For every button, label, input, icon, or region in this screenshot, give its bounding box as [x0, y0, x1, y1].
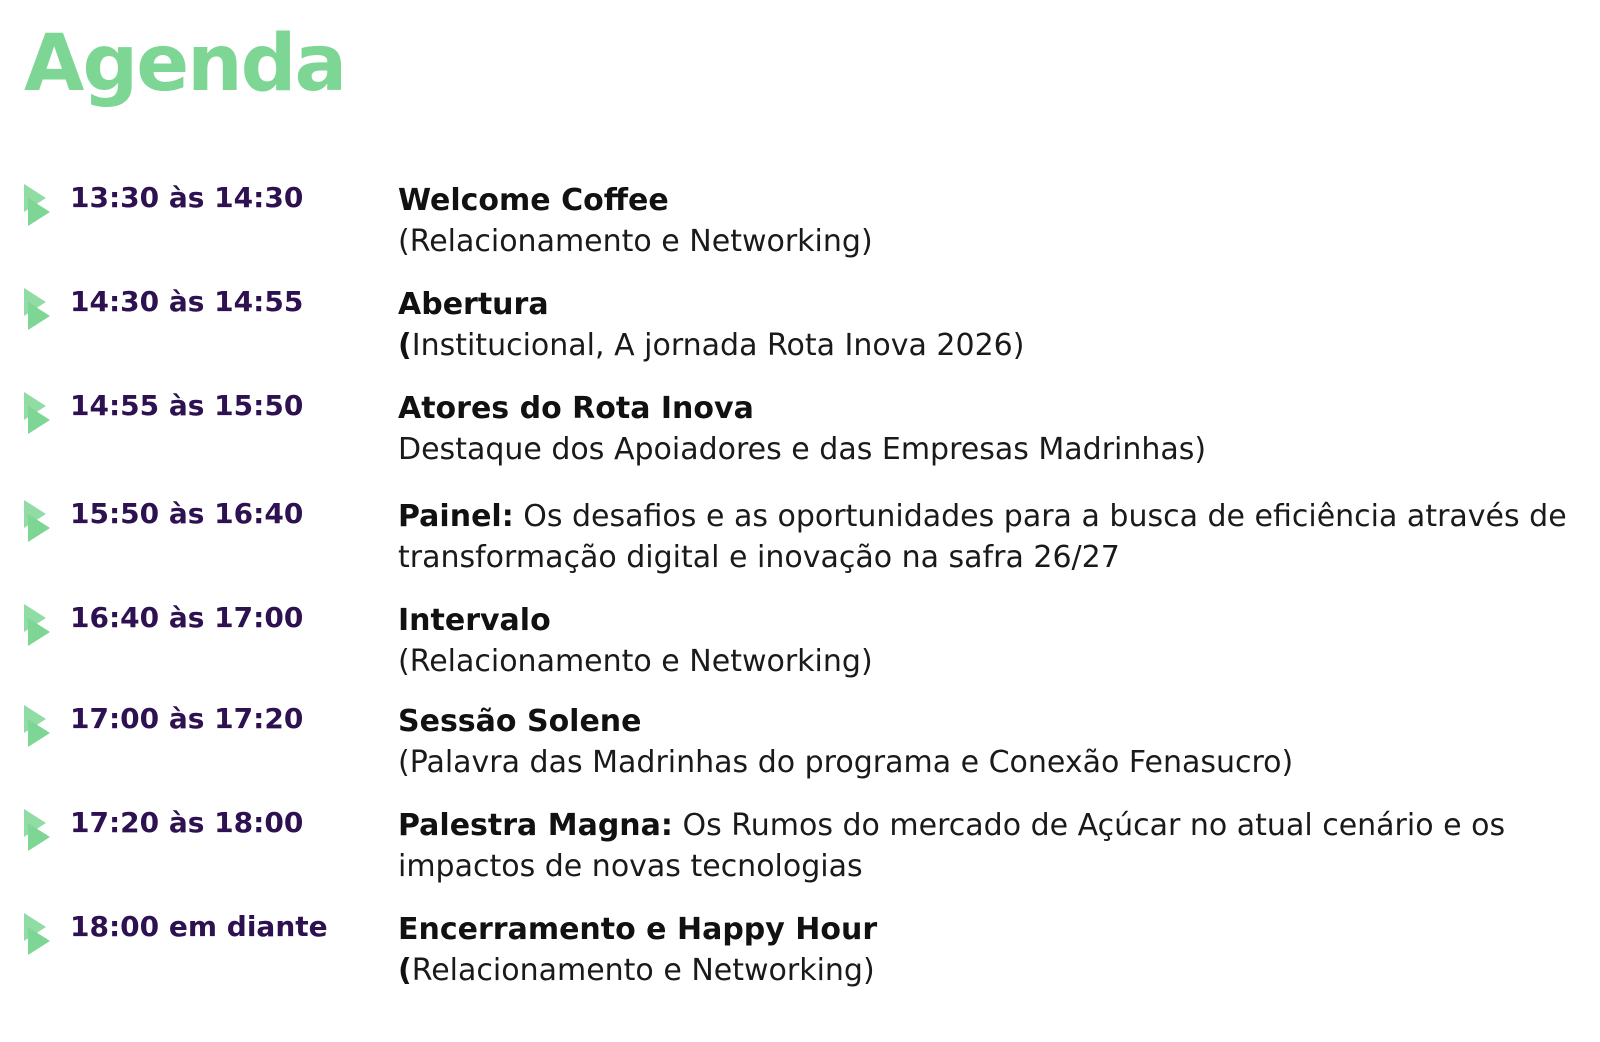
session-subtitle: (Palavra das Madrinhas do programa e Conexão Fenasucro) [398, 745, 1294, 780]
time-range: 17:00 às 17:20 [70, 702, 304, 735]
session-description [398, 496, 1573, 578]
play-arrow-icon [24, 288, 50, 330]
time-range: 13:30 às 14:30 [70, 181, 304, 214]
session-text: Os desafios e as oportunidades para a busca de eficiência através de transformação digital e inovação na safra 26/27 [398, 499, 1567, 575]
session-title: Painel: [398, 499, 514, 534]
play-arrow-icon [24, 604, 50, 646]
session-subtitle: (Relacionamento e Networking) [398, 644, 873, 679]
session-subtitle: Relacionamento e Networking) [411, 953, 875, 988]
time-range: 18:00 em diante [70, 910, 328, 943]
play-arrow-icon [24, 913, 50, 955]
play-arrow-icon [24, 500, 50, 542]
session-title: Intervalo [398, 603, 551, 638]
time-range: 15:50 às 16:40 [70, 497, 304, 530]
session-subtitle: Institucional, A jornada Rota Inova 2026) [411, 328, 1025, 363]
session-title: Abertura [398, 287, 549, 322]
play-arrow-icon [24, 392, 50, 434]
play-arrow-icon [24, 705, 50, 747]
session-subtitle: Destaque dos Apoiadores e das Empresas Madrinhas) [398, 432, 1207, 467]
session-title: Palestra Magna: [398, 808, 673, 843]
page-title: Agenda [24, 19, 346, 109]
time-range: 14:55 às 15:50 [70, 389, 304, 422]
session-title: Encerramento e Happy Hour [398, 912, 878, 947]
play-arrow-icon [24, 184, 50, 226]
session-description [398, 701, 1573, 783]
time-range: 14:30 às 14:55 [70, 285, 304, 318]
time-range: 16:40 às 17:00 [70, 601, 304, 634]
open-paren: ( [398, 953, 412, 988]
time-range: 17:20 às 18:00 [70, 806, 304, 839]
session-description [398, 388, 1573, 470]
session-description [398, 805, 1573, 887]
session-title: Sessão Solene [398, 704, 642, 739]
session-title: Welcome Coffee [398, 183, 669, 218]
play-arrow-icon [24, 809, 50, 851]
session-description [398, 180, 1573, 262]
session-subtitle: (Relacionamento e Networking) [398, 224, 873, 259]
session-text: Os Rumos do mercado de Açúcar no atual cenário e os impactos de novas tecnologias [398, 808, 1506, 884]
session-description [398, 909, 1573, 991]
session-subtitle-line [398, 325, 1573, 366]
open-paren: ( [398, 328, 412, 363]
session-description [398, 284, 1573, 366]
session-description [398, 600, 1573, 682]
session-title: Atores do Rota Inova [398, 391, 754, 426]
session-subtitle-line [398, 950, 1573, 991]
